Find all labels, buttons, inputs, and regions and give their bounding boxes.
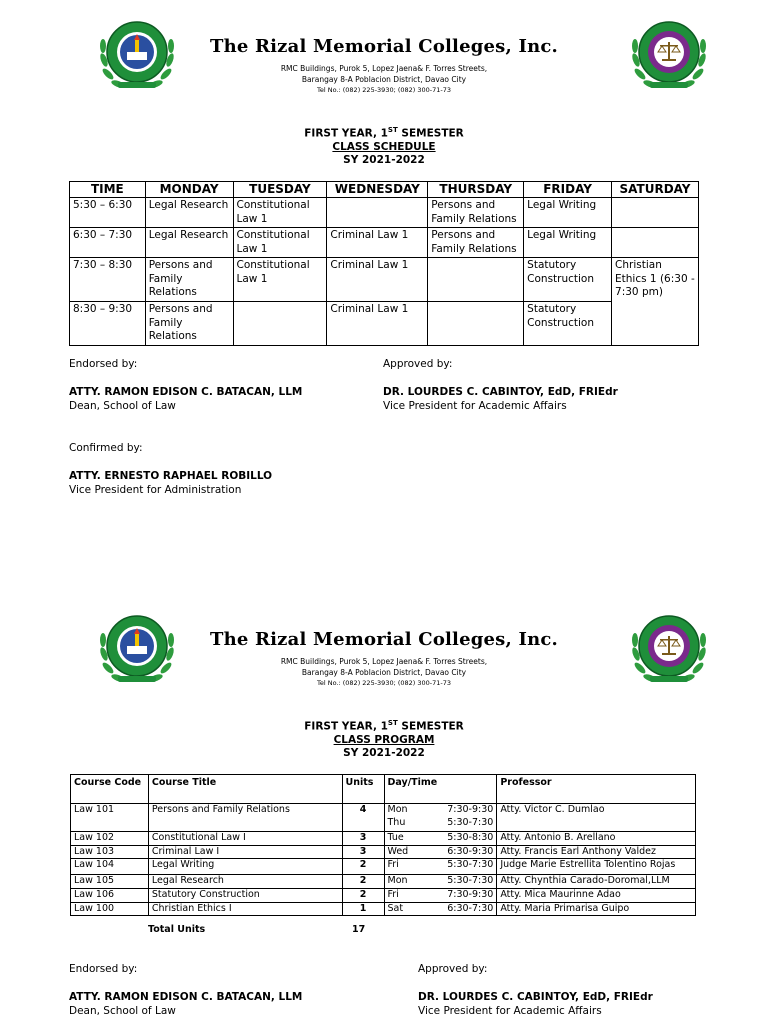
endorsed-label: Endorsed by: bbox=[69, 358, 138, 370]
college-name: The Rizal Memorial Colleges, Inc. bbox=[209, 36, 558, 57]
saturday-cell bbox=[612, 228, 699, 258]
column-header: Day/Time bbox=[384, 775, 497, 804]
address-line-2: Barangay 8-A Poblacion District, Davao City bbox=[301, 668, 467, 677]
monday-cell: Persons and Family Relations bbox=[145, 302, 233, 346]
address-line-2: Barangay 8-A Poblacion District, Davao City bbox=[301, 75, 467, 84]
column-header: Units bbox=[342, 775, 384, 804]
course-code-cell: Law 103 bbox=[71, 845, 149, 859]
table-row bbox=[71, 875, 696, 889]
schedule-heading bbox=[0, 124, 768, 167]
column-header: Professor bbox=[497, 775, 696, 804]
day-time-cell: Wed 6:30-9:30 bbox=[384, 845, 497, 859]
thursday-cell: Persons and Family Relations bbox=[428, 198, 524, 228]
approved-block bbox=[418, 962, 653, 1018]
wednesday-cell: Criminal Law 1 bbox=[327, 258, 428, 302]
endorsed-block bbox=[69, 357, 302, 413]
time-cell: 7:30 – 8:30 bbox=[70, 258, 146, 302]
column-header: SATURDAY bbox=[612, 182, 699, 198]
day-time-cell: Fri 5:30-7:30 bbox=[384, 859, 497, 875]
column-header: WEDNESDAY bbox=[327, 182, 428, 198]
saturday-cell bbox=[612, 198, 699, 228]
program-title: CLASS PROGRAM bbox=[333, 733, 435, 746]
confirmed-label: Confirmed by: bbox=[69, 442, 143, 454]
approver-name: DR. LOURDES C. CABINTOY, EdD, FRIEdr bbox=[383, 386, 618, 398]
day-time-cell: Mon 5:30-7:30 bbox=[384, 875, 497, 889]
address-line-1: RMC Buildings, Purok 5, Lopez Jaena& F. Torres Streets, bbox=[280, 657, 488, 666]
units-cell: 1 bbox=[342, 902, 384, 916]
confirmer-title: Vice President for Administration bbox=[69, 484, 242, 496]
total-units-value: 17 bbox=[352, 924, 366, 935]
endorser-title: Dean, School of Law bbox=[69, 400, 176, 412]
confirmed-block bbox=[69, 441, 272, 497]
friday-cell: Statutory Construction bbox=[524, 258, 612, 302]
friday-cell: Legal Writing bbox=[524, 228, 612, 258]
course-title-cell: Criminal Law I bbox=[148, 845, 342, 859]
day-time-cell: Tue 5:30-8:30 bbox=[384, 832, 497, 846]
course-title-cell: Legal Writing bbox=[148, 859, 342, 875]
course-title-cell: Persons and Family Relations bbox=[148, 804, 342, 832]
day-time-cell: Fri 7:30-9:30 bbox=[384, 889, 497, 903]
table-header-row bbox=[70, 182, 699, 198]
approved-label: Approved by: bbox=[383, 358, 453, 370]
address-line-1: RMC Buildings, Purok 5, Lopez Jaena& F. Torres Streets, bbox=[280, 64, 488, 73]
time-cell: 8:30 – 9:30 bbox=[70, 302, 146, 346]
thursday-cell bbox=[428, 258, 524, 302]
course-code-cell: Law 105 bbox=[71, 875, 149, 889]
friday-cell: Legal Writing bbox=[524, 198, 612, 228]
units-cell: 3 bbox=[342, 845, 384, 859]
professor-cell: Atty. Mica Maurinne Adao bbox=[497, 889, 696, 903]
day-time-cell: Mon 7:30-9:30 Thu 5:30-7:30 bbox=[384, 804, 497, 832]
table-row bbox=[70, 258, 699, 302]
tuesday-cell bbox=[233, 302, 327, 346]
units-cell: 4 bbox=[342, 804, 384, 832]
table-row bbox=[71, 889, 696, 903]
course-title-cell: Statutory Construction bbox=[148, 889, 342, 903]
professor-cell: Atty. Antonio B. Arellano bbox=[497, 832, 696, 846]
units-cell: 2 bbox=[342, 875, 384, 889]
schedule-title: CLASS SCHEDULE bbox=[332, 140, 436, 153]
total-units-label: Total Units bbox=[148, 924, 206, 935]
year-semester: FIRST YEAR, 1ST SEMESTER bbox=[304, 719, 464, 733]
professor-cell: Atty. Chynthia Carado-Doromal,LLM bbox=[497, 875, 696, 889]
professor-cell: Judge Marie Estrellita Tolentino Rojas bbox=[497, 859, 696, 875]
table-row bbox=[70, 198, 699, 228]
column-header: FRIDAY bbox=[524, 182, 612, 198]
confirmer-name: ATTY. ERNESTO RAPHAEL ROBILLO bbox=[69, 470, 273, 482]
course-title-cell: Legal Research bbox=[148, 875, 342, 889]
friday-cell: Statutory Construction bbox=[524, 302, 612, 346]
endorsed-label: Endorsed by: bbox=[69, 963, 138, 975]
column-header: TIME bbox=[70, 182, 146, 198]
time-cell: 6:30 – 7:30 bbox=[70, 228, 146, 258]
year-semester: FIRST YEAR, 1ST SEMESTER bbox=[304, 126, 464, 140]
college-name: The Rizal Memorial Colleges, Inc. bbox=[209, 629, 558, 650]
table-row bbox=[71, 902, 696, 916]
table-row bbox=[71, 859, 696, 875]
program-heading bbox=[0, 717, 768, 760]
approver-name: DR. LOURDES C. CABINTOY, EdD, FRIEdr bbox=[418, 991, 653, 1003]
tuesday-cell: Constitutional Law 1 bbox=[233, 198, 327, 228]
class-program-table bbox=[70, 774, 696, 916]
school-year: SY 2021-2022 bbox=[343, 746, 425, 759]
wednesday-cell: Criminal Law 1 bbox=[327, 302, 428, 346]
approver-title: Vice President for Academic Affairs bbox=[418, 1005, 602, 1017]
endorsed-block bbox=[69, 962, 302, 1018]
table-row bbox=[71, 832, 696, 846]
course-code-cell: Law 101 bbox=[71, 804, 149, 832]
table-row bbox=[70, 228, 699, 258]
course-code-cell: Law 102 bbox=[71, 832, 149, 846]
column-header: TUESDAY bbox=[233, 182, 327, 198]
monday-cell: Legal Research bbox=[145, 198, 233, 228]
thursday-cell bbox=[428, 302, 524, 346]
approved-block bbox=[383, 357, 618, 413]
table-row bbox=[71, 845, 696, 859]
units-cell: 3 bbox=[342, 832, 384, 846]
telephone: Tel No.: (082) 225-3930; (082) 300-71-73 bbox=[316, 86, 452, 94]
college-address bbox=[0, 63, 768, 96]
wednesday-cell: Criminal Law 1 bbox=[327, 228, 428, 258]
school-year: SY 2021-2022 bbox=[343, 153, 425, 166]
professor-cell: Atty. Francis Earl Anthony Valdez bbox=[497, 845, 696, 859]
table-row bbox=[71, 804, 696, 832]
course-title-cell: Constitutional Law I bbox=[148, 832, 342, 846]
class-schedule-table bbox=[69, 181, 699, 346]
table-header-row bbox=[71, 775, 696, 804]
thursday-cell: Persons and Family Relations bbox=[428, 228, 524, 258]
units-cell: 2 bbox=[342, 889, 384, 903]
tuesday-cell: Constitutional Law 1 bbox=[233, 258, 327, 302]
wednesday-cell bbox=[327, 198, 428, 228]
column-header: THURSDAY bbox=[428, 182, 524, 198]
column-header: Course Title bbox=[148, 775, 342, 804]
approved-label: Approved by: bbox=[418, 963, 488, 975]
course-code-cell: Law 106 bbox=[71, 889, 149, 903]
approver-title: Vice President for Academic Affairs bbox=[383, 400, 567, 412]
endorser-title: Dean, School of Law bbox=[69, 1005, 176, 1017]
day-time-cell: Sat 6:30-7:30 bbox=[384, 902, 497, 916]
course-title-cell: Christian Ethics I bbox=[148, 902, 342, 916]
tuesday-cell: Constitutional Law 1 bbox=[233, 228, 327, 258]
course-code-cell: Law 100 bbox=[71, 902, 149, 916]
course-code-cell: Law 104 bbox=[71, 859, 149, 875]
table-row bbox=[70, 302, 699, 346]
monday-cell: Persons and Family Relations bbox=[145, 258, 233, 302]
endorser-name: ATTY. RAMON EDISON C. BATACAN, LLM bbox=[69, 386, 303, 398]
column-header: Course Code bbox=[71, 775, 149, 804]
time-cell: 5:30 – 6:30 bbox=[70, 198, 146, 228]
program-page bbox=[0, 596, 768, 1024]
monday-cell: Legal Research bbox=[145, 228, 233, 258]
professor-cell: Atty. Maria Primarisa Guipo bbox=[497, 902, 696, 916]
column-header: MONDAY bbox=[145, 182, 233, 198]
units-cell: 2 bbox=[342, 859, 384, 875]
telephone: Tel No.: (082) 225-3930; (082) 300-71-73 bbox=[316, 679, 452, 687]
college-address bbox=[0, 656, 768, 689]
saturday-cell: Christian Ethics 1 (6:30 - 7:30 pm) bbox=[612, 258, 699, 346]
endorser-name: ATTY. RAMON EDISON C. BATACAN, LLM bbox=[69, 991, 303, 1003]
professor-cell: Atty. Victor C. Dumlao bbox=[497, 804, 696, 832]
